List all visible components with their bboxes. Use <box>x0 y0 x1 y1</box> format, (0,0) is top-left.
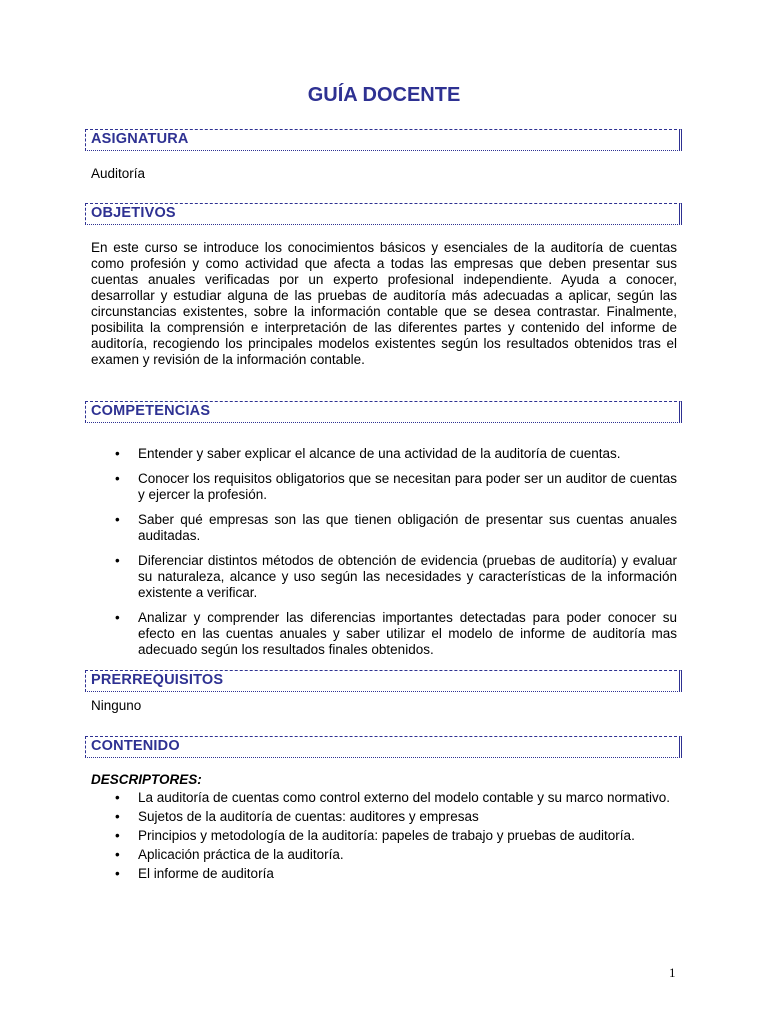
list-item-text: Analizar y comprender las diferencias importantes detectadas para poder conocer su efecto en las cuentas anuales y saber utilizar el modelo de informe de auditoría mas adecuado según los resultados finales obtenidos. <box>138 610 677 657</box>
section-header-asignatura <box>85 129 682 151</box>
section-title-asignatura: ASIGNATURA <box>91 131 189 147</box>
bullet-icon: • <box>115 446 120 461</box>
objetivos-paragraph: En este curso se introduce los conocimientos básicos y esenciales de la auditoría de cuentas como profesión y como actividad que afecta a todas las empresas que deben presentar sus cuentas anuales verificadas por un experto profesional independiente. Ayuda a conocer, desarrollar y estudiar alguna de las pruebas de auditoría más adecuadas a aplicar, según las circunstancias existentes, sobre la información contable que se desea contrastar. Finalmente, posibilita la comprensión e interpretación de las diferentes partes y contenido del informe de auditoría, recogiendo los principales modelos existentes según los resultados obtenidos tras el examen y revisión de la información contable. <box>91 240 677 367</box>
list-item <box>91 790 677 806</box>
asignatura-text: Auditoría <box>91 166 146 181</box>
list-item-text: Conocer los requisitos obligatorios que se necesitan para poder ser un auditor de cuentas y ejercer la profesión. <box>138 471 677 502</box>
list-item-text: Principios y metodología de la auditoría: papeles de trabajo y pruebas de auditoría. <box>138 828 635 843</box>
section-title-prerrequisitos: PRERREQUISITOS <box>91 672 224 688</box>
list-item <box>91 446 677 462</box>
section-title-contenido: CONTENIDO <box>91 738 180 754</box>
section-title-competencias: COMPETENCIAS <box>91 403 211 419</box>
list-item <box>91 471 677 503</box>
section-header-prerrequisitos <box>85 670 682 692</box>
section-title-objetivos: OBJETIVOS <box>91 205 176 221</box>
list-item-text: Aplicación práctica de la auditoría. <box>138 847 344 862</box>
bullet-icon: • <box>115 866 120 881</box>
list-item <box>91 512 677 544</box>
section-header-competencias <box>85 401 682 423</box>
bullet-icon: • <box>115 610 120 625</box>
section-header-contenido <box>85 736 682 758</box>
bullet-icon: • <box>115 809 120 824</box>
bullet-icon: • <box>115 828 120 843</box>
list-item <box>91 828 677 844</box>
list-item-text: Saber qué empresas son las que tienen obligación de presentar sus cuentas anuales auditadas. <box>138 512 677 543</box>
list-item-text: Sujetos de la auditoría de cuentas: auditores y empresas <box>138 809 479 824</box>
bullet-icon: • <box>115 553 120 568</box>
descriptores-list <box>91 790 677 885</box>
descriptors-label: DESCRIPTORES: <box>91 772 202 787</box>
list-item <box>91 847 677 863</box>
list-item-text: Diferenciar distintos métodos de obtención de evidencia (pruebas de auditoría) y evaluar su naturaleza, alcance y uso según las necesidades y características de la información existente a verificar. <box>138 553 677 600</box>
competencias-list <box>91 446 677 667</box>
prerrequisitos-text: Ninguno <box>91 698 142 713</box>
list-item <box>91 610 677 658</box>
page-number: 1 <box>669 965 676 980</box>
page-title: GUÍA DOCENTE <box>307 84 461 106</box>
list-item-text: El informe de auditoría <box>138 866 274 881</box>
bullet-icon: • <box>115 471 120 486</box>
list-item-text: Entender y saber explicar el alcance de una actividad de la auditoría de cuentas. <box>138 446 621 461</box>
list-item <box>91 866 677 882</box>
list-item-text: La auditoría de cuentas como control externo del modelo contable y su marco normativo. <box>138 790 671 805</box>
bullet-icon: • <box>115 790 120 805</box>
bullet-icon: • <box>115 847 120 862</box>
list-item <box>91 553 677 601</box>
section-header-objetivos <box>85 203 682 225</box>
list-item <box>91 809 677 825</box>
bullet-icon: • <box>115 512 120 527</box>
